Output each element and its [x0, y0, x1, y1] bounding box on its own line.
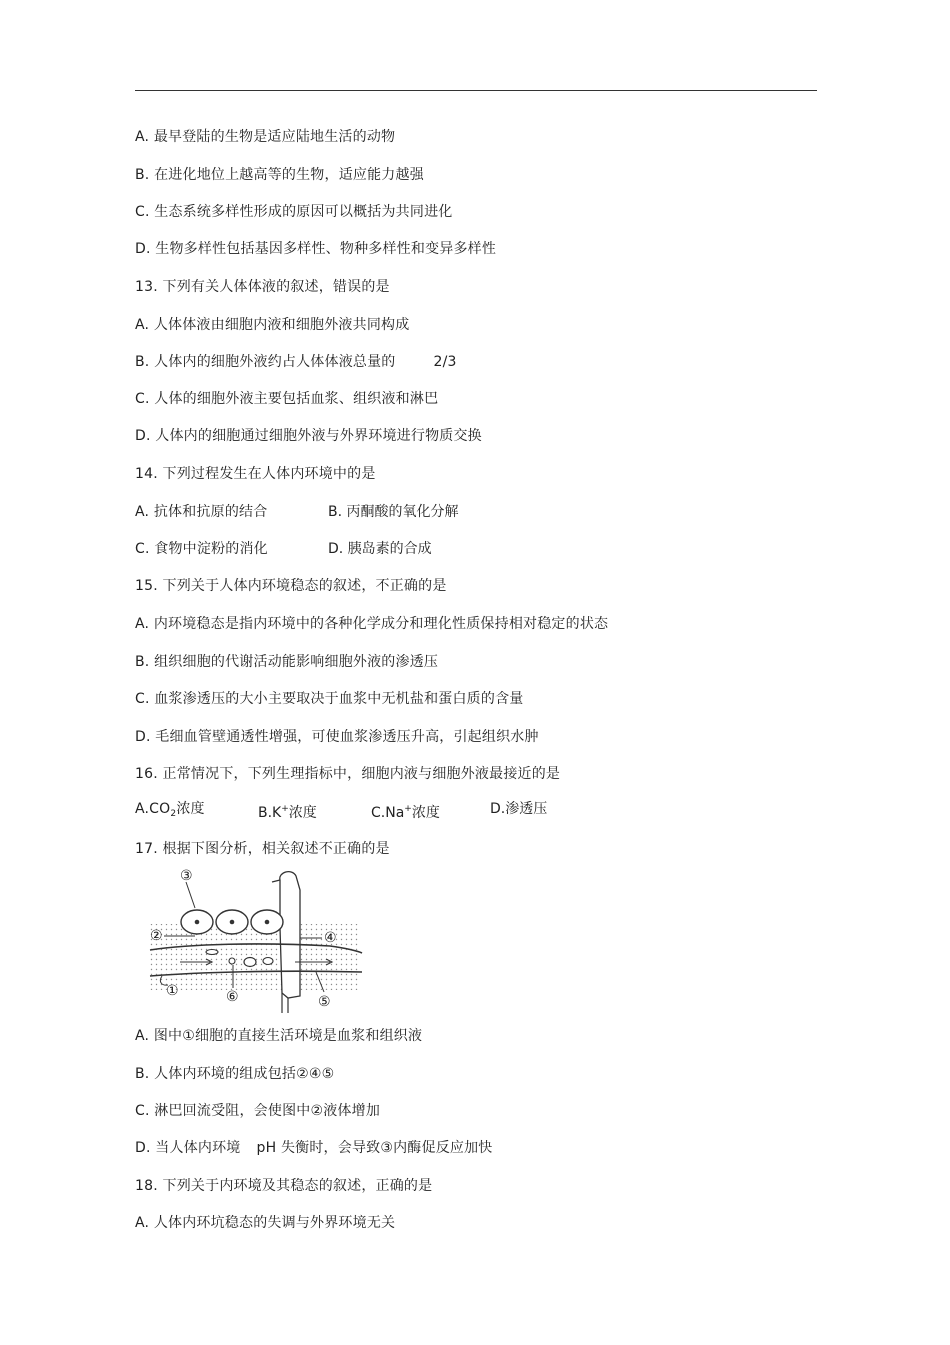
figure-label: ⑥	[226, 989, 239, 1005]
q16-a-suffix: 浓度	[176, 801, 205, 817]
q17-option-c: C. 淋巴回流受阻，会使图中②液体增加	[135, 1103, 381, 1119]
q13-option-d: D. 人体内的细胞通过细胞外液与外界环境进行物质交换	[135, 428, 482, 444]
q16-option-d: D.渗透压	[490, 801, 548, 817]
q17-option-d-text: D. 当人体内环境	[135, 1140, 241, 1156]
q13-option-b-text: B. 人体内的细胞外液约占人体体液总量的	[135, 354, 396, 370]
q15-option-c: C. 血浆渗透压的大小主要取决于血浆中无机盐和蛋白质的含量	[135, 691, 524, 707]
q13-stem: 13. 下列有关人体体液的叙述，错误的是	[135, 279, 390, 295]
q12-option-b: B. 在进化地位上越高等的生物，适应能力越强	[135, 167, 424, 183]
q16-b-suffix: 浓度	[288, 805, 317, 821]
q13-option-a: A. 人体体液由细胞内液和细胞外液共同构成	[135, 317, 410, 333]
q16-c-suffix: 浓度	[411, 805, 440, 821]
q12-option-d: D. 生物多样性包括基因多样性、物种多样性和变异多样性	[135, 241, 497, 257]
q16-b-prefix: B.K	[258, 805, 282, 821]
header-rule	[135, 90, 817, 91]
q16-option-a	[135, 800, 205, 823]
q17-stem: 17. 根据下图分析，相关叙述不正确的是	[135, 841, 390, 857]
q16-a-subscript: 2	[170, 809, 177, 819]
q16-c-prefix: C.Na	[371, 805, 405, 821]
q13-option-b-fraction: 2/3	[433, 354, 457, 370]
q15-option-d: D. 毛细血管壁通透性增强，可使血浆渗透压升高，引起组织水肿	[135, 729, 539, 745]
q16-b-superscript: +	[281, 804, 289, 814]
tissue-diagram	[140, 868, 370, 1013]
blood-cell	[263, 958, 273, 965]
figure-label: ⑤	[318, 994, 331, 1010]
q17-option-b: B. 人体内环境的组成包括②④⑤	[135, 1066, 335, 1082]
q14-option-d: D. 胰岛素的合成	[328, 541, 432, 557]
q17-option-d	[135, 1139, 493, 1157]
q17-option-a: A. 图中①细胞的直接生活环境是血浆和组织液	[135, 1028, 423, 1044]
figure-label: ④	[324, 930, 337, 946]
q15-option-a: A. 内环境稳态是指内环境中的各种化学成分和理化性质保持相对稳定的状态	[135, 616, 609, 632]
q13-option-b	[135, 353, 457, 371]
q12-option-a: A. 最早登陆的生物是适应陆地生活的动物	[135, 129, 396, 145]
q14-option-b: B. 丙酮酸的氧化分解	[328, 504, 459, 520]
figure-label: ③	[180, 868, 193, 884]
q16-c-superscript: +	[404, 804, 412, 814]
q14-stem: 14. 下列过程发生在人体内环境中的是	[135, 466, 376, 482]
q14-option-a: A. 抗体和抗原的结合	[135, 504, 268, 520]
lymph-vessel	[280, 872, 300, 998]
q12-option-c: C. 生态系统多样性形成的原因可以概括为共同进化	[135, 204, 453, 220]
q16-stem: 16. 正常情况下，下列生理指标中，细胞内液与细胞外液最接近的是	[135, 766, 561, 782]
q13-option-c: C. 人体的细胞外液主要包括血浆、组织液和淋巴	[135, 391, 439, 407]
q16-a-prefix: A.CO	[135, 801, 171, 817]
q16-option-c	[371, 800, 440, 822]
blood-cell	[244, 958, 256, 967]
q16-option-b	[258, 800, 317, 822]
q15-option-b: B. 组织细胞的代谢活动能影响细胞外液的渗透压	[135, 654, 439, 670]
figure-label: ①	[166, 983, 179, 999]
q14-option-c: C. 食物中淀粉的消化	[135, 541, 268, 557]
blood-cell	[229, 958, 235, 964]
q18-stem: 18. 下列关于内环境及其稳态的叙述，正确的是	[135, 1178, 433, 1194]
q15-stem: 15. 下列关于人体内环境稳态的叙述，不正确的是	[135, 578, 447, 594]
q18-option-a: A. 人体内环坑稳态的失调与外界环境无关	[135, 1215, 396, 1231]
figure-label: ②	[150, 928, 163, 944]
q17-option-d-rest: pH 失衡时，会导致③内酶促反应加快	[256, 1140, 493, 1156]
